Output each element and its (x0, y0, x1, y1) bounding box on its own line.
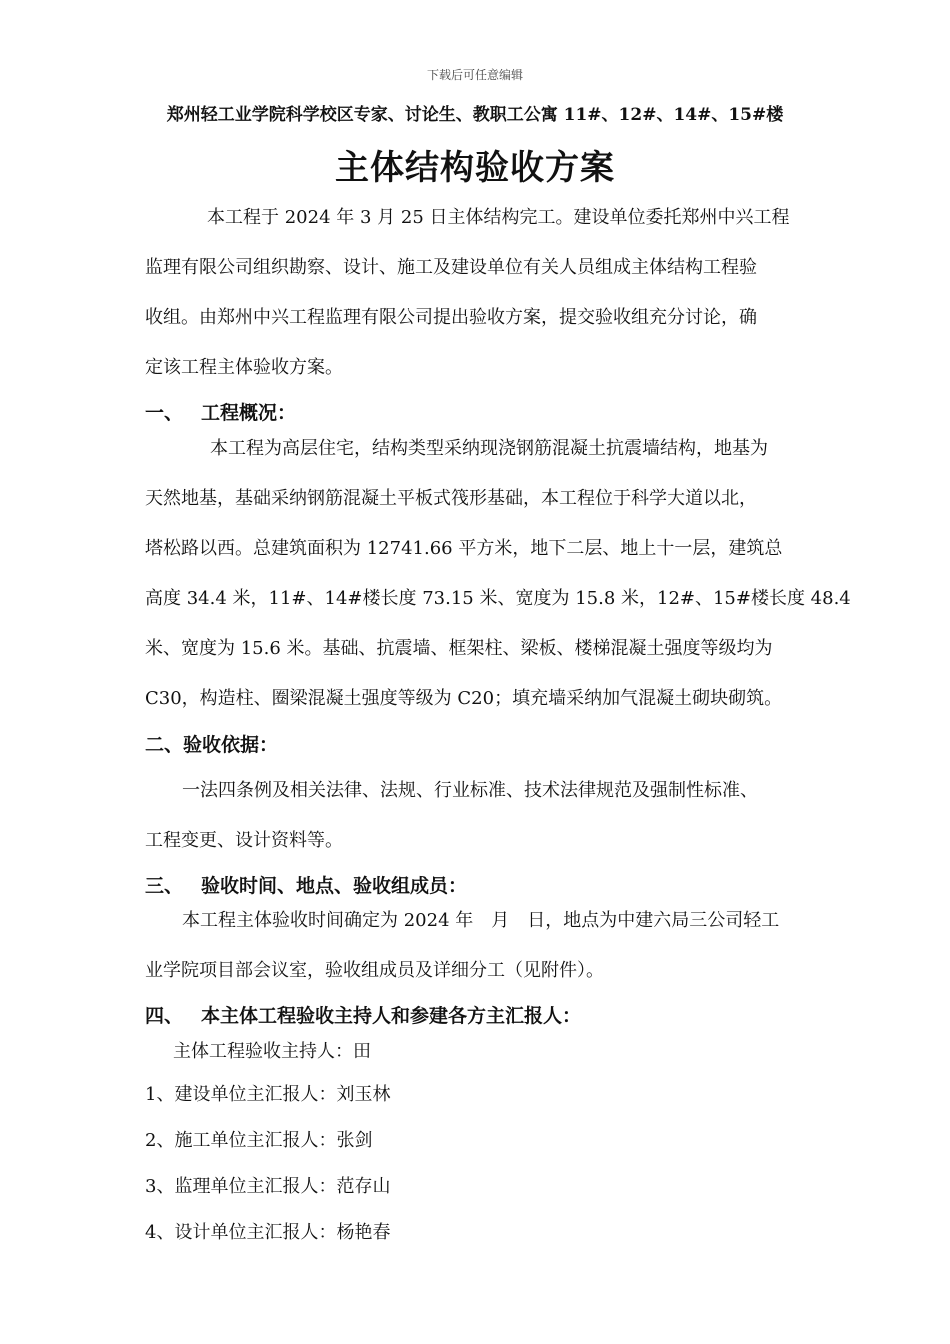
section-title: 工程概况： (201, 402, 297, 424)
overview-line: C30，构造柱、圈梁混凝土强度等级为 C20；填充墙采纳加气混凝土砌块砌筑。 (145, 688, 783, 709)
section-number: 一、 (145, 402, 184, 424)
section-heading-time-place (145, 871, 467, 898)
time-place-line: 本工程主体验收时间确定为 2024 年 月 日，地点为中建六局三公司轻工 (182, 910, 780, 931)
time-place-line: 业学院项目部会议室，验收组成员及详细分工（见附件）。 (145, 960, 604, 981)
section-heading-overview (145, 398, 296, 425)
intro-line: 本工程于 2024 年 3 月 25 日主体结构完工。建设单位委托郑州中兴工程 (207, 207, 790, 228)
intro-line: 定该工程主体验收方案。 (145, 357, 343, 378)
header-note: 下载后可任意编辑 (426, 68, 523, 82)
intro-line: 监理有限公司组织勘察、设计、施工及建设单位有关人员组成主体结构工程验 (145, 257, 757, 278)
section-heading-reporters (145, 1001, 581, 1028)
intro-line: 收组。由郑州中兴工程监理有限公司提出验收方案，提交验收组充分讨论，确 (145, 307, 757, 328)
host-line: 主体工程验收主持人：田 (173, 1041, 371, 1062)
document-title-line: 郑州轻工业学院科学校区专家、讨论生、教职工公寓 11#、12#、14#、15#楼 (166, 105, 784, 125)
reporter-item: 4、设计单位主汇报人：杨艳春 (145, 1222, 391, 1243)
section-number: 三、 (145, 875, 184, 897)
overview-line: 天然地基，基础采纳钢筋混凝土平板式筏形基础，本工程位于科学大道以北， (145, 488, 757, 509)
reporter-item: 3、监理单位主汇报人：范存山 (145, 1176, 391, 1197)
basis-line: 一法四条例及相关法律、法规、行业标准、技术法律规范及强制性标准、 (182, 780, 758, 801)
reporter-item: 1、建设单位主汇报人：刘玉林 (145, 1084, 391, 1105)
section-title: 验收时间、地点、验收组成员： (201, 875, 468, 897)
section-title: 本主体工程验收主持人和参建各方主汇报人： (201, 1005, 582, 1027)
document-main-title: 主体结构验收方案 (335, 148, 615, 188)
overview-line: 高度 34.4 米，11#、14#楼长度 73.15 米、宽度为 15.8 米，12#、15#楼长度 48.4 (145, 588, 851, 609)
overview-line: 米、宽度为 15.6 米。基础、抗震墙、框架柱、梁板、楼梯混凝土强度等级均为 (145, 638, 773, 659)
section-number: 四、 (145, 1005, 184, 1027)
reporter-item: 2、施工单位主汇报人：张剑 (145, 1130, 373, 1151)
overview-line: 本工程为高层住宅，结构类型采纳现浇钢筋混凝土抗震墙结构，地基为 (210, 438, 768, 459)
section-heading-basis: 二、验收依据： (145, 734, 279, 756)
basis-line: 工程变更、设计资料等。 (145, 830, 343, 851)
overview-line: 塔松路以西。总建筑面积为 12741.66 平方米，地下二层、地上十一层，建筑总 (145, 538, 783, 559)
